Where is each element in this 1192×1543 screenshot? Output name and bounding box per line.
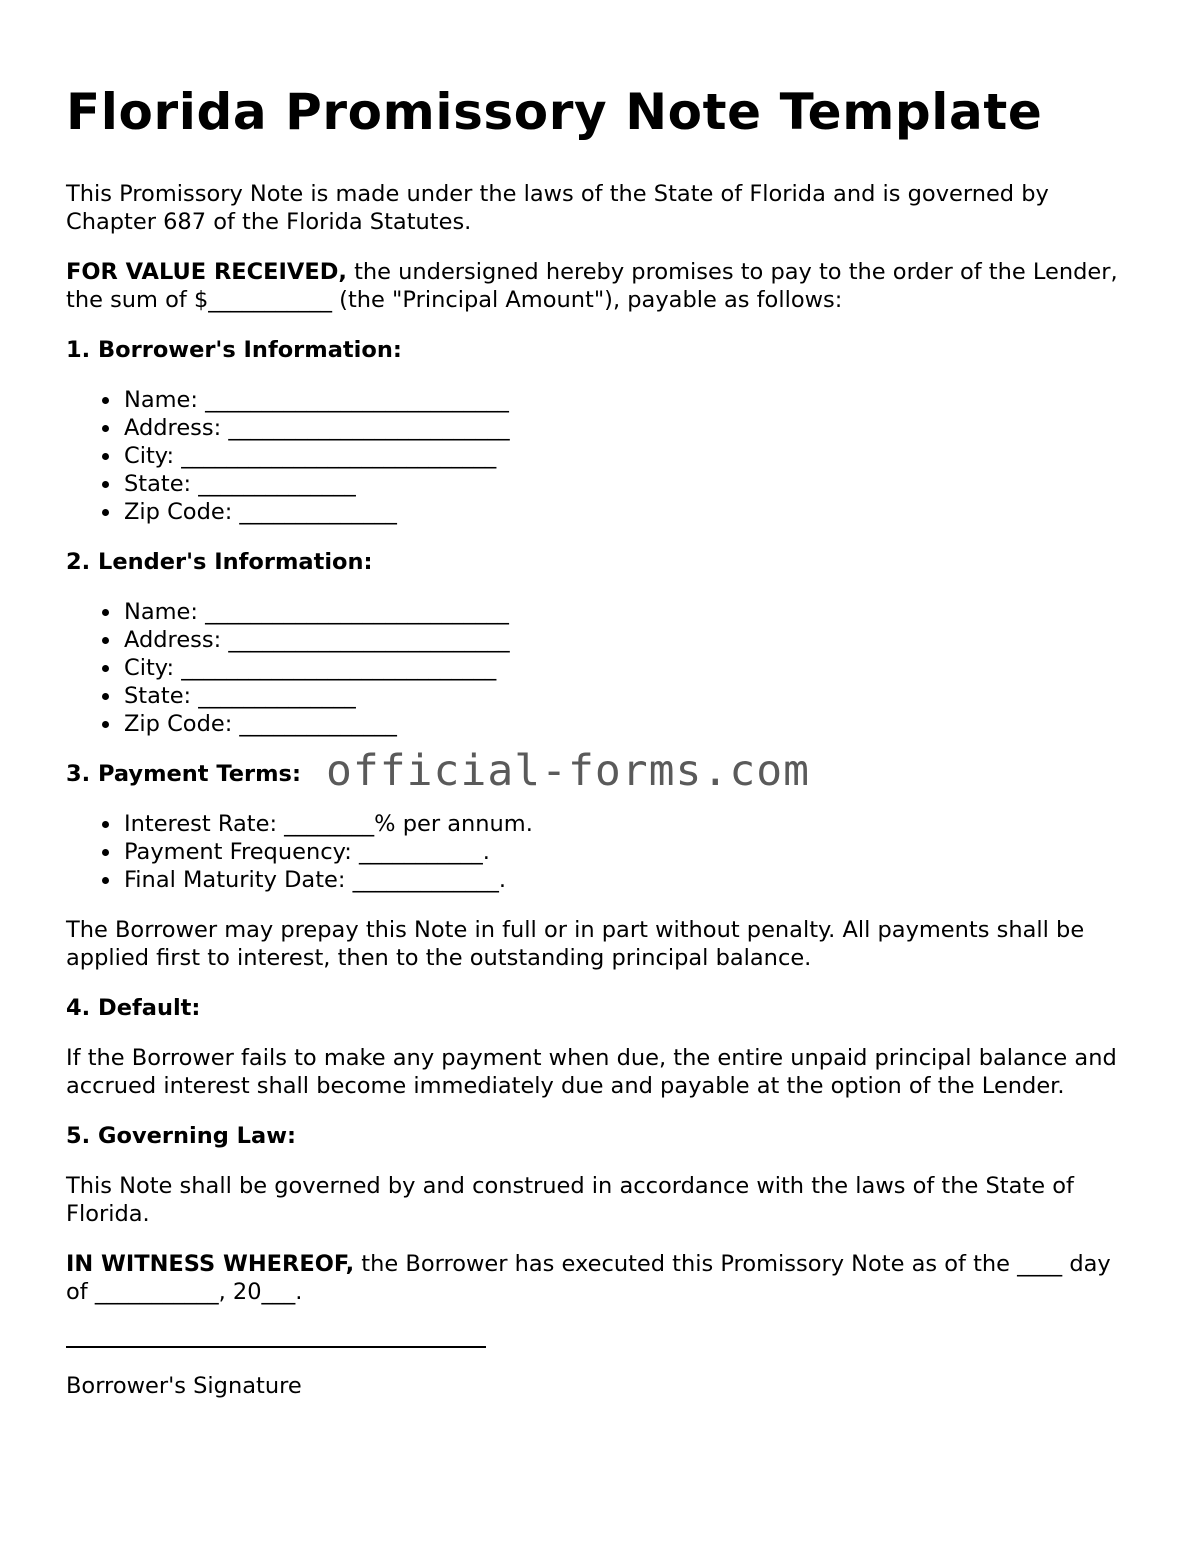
payment-terms-list bbox=[66, 810, 1136, 894]
payment-heading: 3. Payment Terms: bbox=[66, 761, 301, 787]
witness-paragraph bbox=[66, 1250, 1136, 1306]
default-paragraph: If the Borrower fails to make any payment when due, the entire unpaid principal balance and accrued interest shall become immediately due and payable at the option of the Lender. bbox=[66, 1045, 1117, 1099]
lender-zip-field: Zip Code: ______________ bbox=[124, 710, 1136, 738]
witness-text: the Borrower has executed this Promissory Note as of the ____ day of ___________, 20___. bbox=[66, 1251, 1111, 1305]
watermark-text: official-forms.com bbox=[326, 746, 810, 796]
intro-paragraph: This Promissory Note is made under the laws of the State of Florida and is governed by Chapter 687 of the Florida Statutes. bbox=[66, 181, 1049, 235]
payment-heading-row bbox=[66, 746, 1136, 796]
document-page bbox=[66, 80, 1136, 1400]
payment-frequency-field: Payment Frequency: ___________. bbox=[124, 838, 1136, 866]
signature-line bbox=[66, 1346, 486, 1348]
lender-address-field: Address: _________________________ bbox=[124, 626, 1136, 654]
default-heading: 4. Default: bbox=[66, 995, 201, 1021]
signature-label: Borrower's Signature bbox=[66, 1373, 302, 1399]
borrower-city-field: City: ____________________________ bbox=[124, 442, 1136, 470]
prepay-paragraph: The Borrower may prepay this Note in full or in part without penalty. All payments shall be applied first to interest, then to the outstanding principal balance. bbox=[66, 917, 1085, 971]
maturity-date-field: Final Maturity Date: _____________. bbox=[124, 866, 1136, 894]
page-title: Florida Promissory Note Template bbox=[66, 83, 1043, 141]
interest-rate-field: Interest Rate: ________% per annum. bbox=[124, 810, 1136, 838]
governing-law-paragraph: This Note shall be governed by and construed in accordance with the laws of the State of Florida. bbox=[66, 1173, 1074, 1227]
borrower-heading: 1. Borrower's Information: bbox=[66, 337, 402, 363]
borrower-info-list bbox=[66, 386, 1136, 526]
lender-heading: 2. Lender's Information: bbox=[66, 549, 373, 575]
lender-state-field: State: ______________ bbox=[124, 682, 1136, 710]
value-received-text: the undersigned hereby promises to pay to the order of the Lender, the sum of $___________ (the "Principal Amount"), payable as follows: bbox=[66, 259, 1118, 313]
value-received-paragraph bbox=[66, 258, 1136, 314]
value-received-lead: FOR VALUE RECEIVED, bbox=[66, 259, 347, 285]
borrower-address-field: Address: _________________________ bbox=[124, 414, 1136, 442]
governing-law-heading: 5. Governing Law: bbox=[66, 1123, 296, 1149]
borrower-zip-field: Zip Code: ______________ bbox=[124, 498, 1136, 526]
borrower-state-field: State: ______________ bbox=[124, 470, 1136, 498]
lender-name-field: Name: ___________________________ bbox=[124, 598, 1136, 626]
lender-info-list bbox=[66, 598, 1136, 738]
witness-lead: IN WITNESS WHEREOF, bbox=[66, 1251, 355, 1277]
lender-city-field: City: ____________________________ bbox=[124, 654, 1136, 682]
borrower-name-field: Name: ___________________________ bbox=[124, 386, 1136, 414]
